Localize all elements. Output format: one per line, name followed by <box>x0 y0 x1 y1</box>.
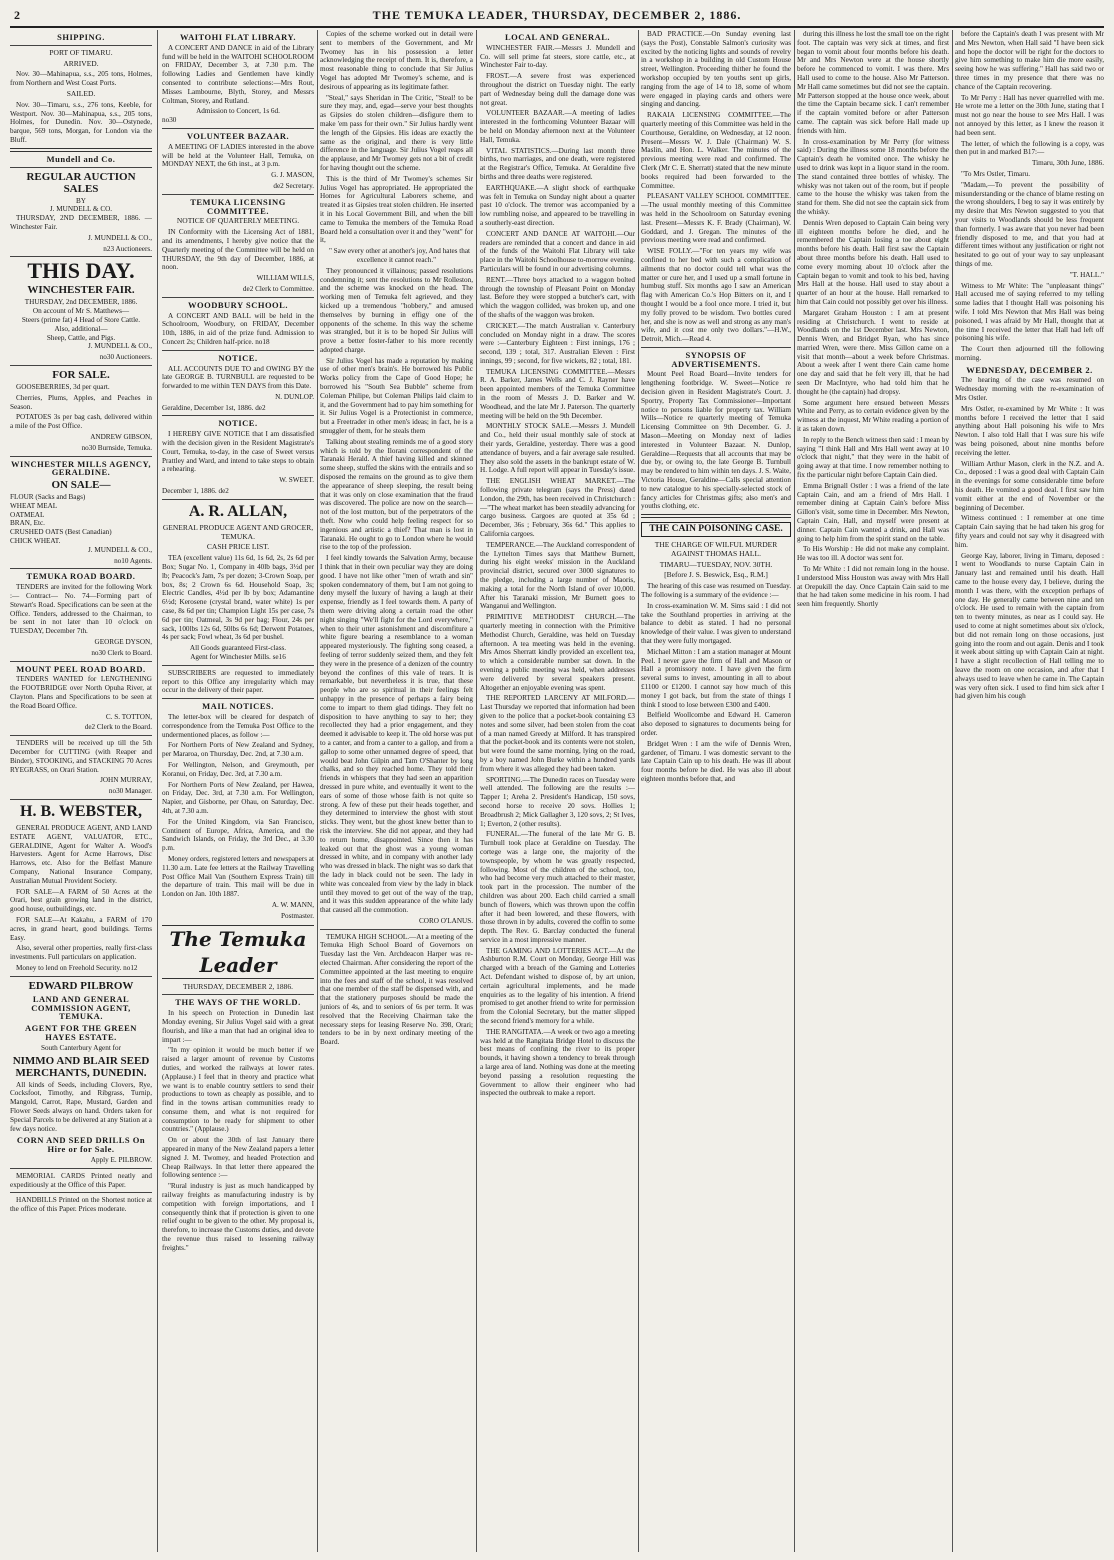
waitohi-heading: WAITOHI FLAT LIBRARY. <box>180 32 296 42</box>
regular-sales-date: THURSDAY, 2ND DECEMBER, 1886. —Winchester Fair. <box>10 214 152 231</box>
letter-body: "Madam,—To prevent the possibility of misunderstanding or the chance of blame resting on the wrong shoulders, I beg to say it was entirely by my desire that Mrs Newton suggested to you that your visits to Woodlands should be less frequent than formerly. I was aware that you never had been friendly disposed to me, and that you had at different times without any justification or right not hesitated to go out of your way to say unpleasant things of me. <box>955 180 1104 268</box>
product-item: FLOUR (Sacks and Bags) <box>10 493 86 502</box>
news-item: RENT.—Three boys attacked to a waggon bolted through the township of Pleasant Point on Monday last. Before they were stopped a butcher's cart, with which the waggon collided, was broken up, and one of the shafts of the waggon was broken. <box>480 275 635 319</box>
divider <box>162 350 314 351</box>
signature-title: de2 Secretary. <box>273 181 314 190</box>
signature: J. MUNDELL & CO., <box>87 233 152 242</box>
article-text: Margaret Graham Houston : I am at present residing at Christchurch. I went to reside at Woodlands on the 1st December last. Mrs Newton, Dennis Wren, and Bridget Ryan, who has since married Wren, were there. Miss Gillon came on a visit that month—about a week before Christmas. About a week after I went there Cain came home one day and said that he felt very ill, that he had seen Dr MacIntyre, who had told him that he thought he (the captain) had dropsy. <box>797 308 949 396</box>
article-byline: CORO O'LANUS. <box>418 916 473 925</box>
page-number: 2 <box>14 8 21 22</box>
signature: C. S. TOTTON, <box>105 712 152 721</box>
column-divider <box>794 30 795 1552</box>
article-text: William Arthur Mason, clerk in the N.Z. and A. Co., deposed : I was a good deal with Captain Cain in the evenings for some considerable time before his death. He vomited a good deal. I first saw him vomit either at the end of November or the beginning of December. <box>955 459 1104 512</box>
paper-date: THURSDAY, DECEMBER 2, 1886. <box>182 981 294 991</box>
port-heading: PORT OF TIMARU. <box>49 47 113 57</box>
news-item: FROST.—A severe frost was experienced throughout the district on Tuesday night. The early part of Wednesday being dull the damage done was not great. <box>480 72 635 107</box>
woodbury-heading: WOODBURY SCHOOL. <box>188 299 288 310</box>
pilbrow-title: LAND AND GENERAL COMMISSION AGENT, TEMUKA. <box>31 993 131 1022</box>
road-board-heading: TEMUKA ROAD BOARD. <box>26 571 136 582</box>
article-text: "In my opinion it would be much better if we raised a larger amount of revenue by Customs duties, and worked the railways at lower rates. (Applause.) I feel that in theory and practice what we want is to enable country settlers to send their productions to town as cheaply as possible, and to find in the towns artisan communities ready to consume them, and what is not required for consumption to be ready for shipment to other countries." (Applause.) <box>162 1046 314 1134</box>
signature: JOHN MURRAY, <box>100 776 152 785</box>
header-rule <box>10 26 1104 28</box>
news-item: THE REPORTED LARCENY AT MILFORD.—Last Thursday we reported that information had been given to the police that a pocket-book containing £3 notes and some silver, had been stolen from the coat of a man named Greedy at Milford. It has transpired that the pocket-book and its contents were not stolen, but were found the same morning, lying on the road, by a boy named John Burke within a hundred yards from where it was alleged they had been taken. <box>480 694 635 773</box>
ad-text: TENDERS are invited for the following Work :— Contract— No. 74—Forming part of Stewart's Road. Specifications can be seen at the Office. Tenders, addressed to the Chairman, to be sent in not later than 10 o'clock on TUESDAY, December 7th. <box>10 583 152 636</box>
divider <box>10 799 152 800</box>
article-text: In cross-examination by Mr Perry (for witness said) : During the illness some 18 months before the Captain's death he vomited once. The whisky he used to drink was kept in a liquor stand in the room. The stand contained three bottles of whisky. The whisky was not taken out of the room, but if people came to the house the whisky was taken from the stand for them. She did not see the captain sick from the whisky. <box>797 137 949 216</box>
page-header-title: THE TEMUKA LEADER, THURSDAY, DECEMBER 2, 1886. <box>372 8 742 22</box>
mail-text: For the United Kingdom, via San Francisco, Continent of Europe, Africa, America, and the Sandwich Islands, on Friday, the 3rd Dec., at 3.30 p.m. <box>162 817 314 853</box>
ad-text: GOOSEBERRIES, 3d per quart. <box>16 382 110 391</box>
article-text: I feel kindly towards the Salvation Army, because I think that in their own peculiar way they are doing good. I have not like other "men of wrath and sin" spoken condemnatory of them, but I am not going to deny myself the luxury of having a laugh at their expense, friendly as I feel towards them. A party of them were driving along a certain road the other night singing "We'll fight for the Lord everywhere," when to their utter astonishment and discomfiture a white figure bearing a resemblance to a woman appeared mysteriously. The fighting song ceased, a feeling of terror suddenly seized them, and they felt they were in the presence of a denizen of the country beyond the confines of this vale of tears. It is remarkable, but nevertheless it is true, that these people who are so spiritual in their feelings felt unhappy in the presence of perhaps a fairy being come to impart to them glad tidings. They felt no disposition to have anything to say to her; they recollected they had a prior engagement, and they deemed it advisable to keep it. The old horse was put to a canter, and from a canter to a gallop, and from a gallop to some other unnamed degree of speed, that would beat John Gilpin and Tam O'Shanter by long chalks, and so they reached home. They told their friends in whispers that they had seen an apparition dressed in pure white, and eventually it went to the ears of some of those whose faith is not quite so strong. A few of these put their heads together, and they determined to interview the ghost with stout sticks. They went, but the ghost knew better than to risk the interview. She did not appear, and they had to return home, disappointed. Since then it has leaked out that the ghost was a young woman dressed in white, and in company with another lady who was dressed in black. The night was so dark that the lady in black could not be seen. The lady in white was concealed from view by the lady in black until they moved to get out of the way of the trap, and it was this sudden appearance of the white lady that caused all the commotion. <box>320 554 473 915</box>
on-sale-heading: ON SALE— <box>51 479 111 492</box>
divider <box>162 665 314 666</box>
news-item: THE RANGITATA.—A week or two ago a meeting was held at the Rangitata Bridge Hotel to discuss the best means of confining the river to its proper bounds, it having shown a tendency to break through a large area of land. Nothing was done at the meeting beyond passing a resolution requesting the Government to allow their engineer who had inspected the outbreak to make a report. <box>480 1027 635 1098</box>
article-text: To Mr White : I did not remain long in the house. I understood Miss Houston was away with Mrs Hall at Orepukill the day. Once Captain Cain said to me that he had taken some medicine in his room. I had seen him frequently. Shortly <box>797 565 949 609</box>
regular-sales-by: BY <box>76 196 86 205</box>
divider <box>10 735 152 736</box>
article-text: Witness continued : I remember at one time Captain Cain saying that he had taken his grog for fifty years and could not say why it disagreed with him. <box>955 514 1104 549</box>
news-item: PRIMITIVE METHODIST CHURCH.—The quarterly meeting in connection with the Primitive Methodist Church, Geraldine, was held on Tuesday afternoon. A tea meeting was held in the evening. Mrs Amos Sherratt kindly provided an excellent tea, to which a considerable number sat down. In the evening a public meeting was held, when addresses were delivered by several speakers present. Altogether an enjoyable evening was spent. <box>480 613 635 692</box>
column-3 <box>320 30 473 1552</box>
licensing-heading: TEMUKA LICENSING COMMITTEE. <box>190 196 286 216</box>
column-5 <box>641 30 791 1552</box>
fair-account: On account of Mr S. Matthews— <box>32 307 130 316</box>
mail-text: For Wellington, Nelson, and Greymouth, per Koranui, on Friday, Dec. 3rd, at 7.30 a.m. <box>162 760 314 778</box>
allan-title: GENERAL PRODUCE AGENT AND GROCER, TEMUKA. <box>162 522 314 541</box>
divider <box>641 514 791 518</box>
article-text: Some argument here ensued between Messrs White and Perry, as to certain evidence given by the witness at the inquest, Mr White reading a portion of it as taken down. <box>797 398 949 434</box>
signature: A. W. MANN, <box>271 900 314 909</box>
article-text: In reply to the Bench witness then said : I mean by saying "I think Hall and Mrs Hall went away at 10 o'clock that night," that they were in the habit of going away at that time. I now remember nothing to fix the particular night before Captain Cain died. <box>797 435 949 480</box>
column-6 <box>797 30 949 1552</box>
column-2 <box>162 30 314 1552</box>
ad-text: IN Conformity with the Licensing Act of 1881, and its amendments, I hereby give notice that the Quarterly meeting of the Committee will be held on THURSDAY, the 9th day of December, 1886, at noon. <box>162 228 314 272</box>
ad-text: HANDBILLS Printed on the Shortest notice at the office of this Paper. Prices moderate. <box>10 1196 152 1214</box>
article-text: "Steal," says Sheridan in The Critic, "Steal! to be sure they may, and, egad—serve your best thoughts as Gipsies do stolen children—disfigure them to make 'em pass for their own." Sir Julius hardly went the length of the Gipsies. His ideas are exactly the same as the original, and there is very little difference in the language. Sir Julius Vogel reaps all the applause, and Mr Twomey gets not a bit of credit for having thought out the scheme. <box>320 93 473 172</box>
allan-agent: Agent for Winchester Mills. se16 <box>190 653 286 662</box>
synopsis-heading: SYNOPSIS OF ADVERTISEMENTS. <box>671 349 761 369</box>
fair-date: THURSDAY, 2nd DECEMBER, 1886. <box>24 298 138 307</box>
column-1 <box>10 30 152 1552</box>
column-7 <box>955 30 1104 1552</box>
news-item: TEMPERANCE.—The Auckland correspondent of the Lyttelton Times says that Matthew Burnett, during his eight weeks' mission in the Auckland provincial district, secured over 3000 signatures to the pledge, including a large number of Maoris, making a total for the North Island of over 10,000. After his Taranaki mission, Mr Burnett goes to Wanganui and Wellington. <box>480 540 635 611</box>
divider <box>10 365 152 366</box>
article-verse: " Saw every other at another's joy, And hates that excellence it cannot reach." <box>328 247 471 264</box>
product-item: BRAN, Etc. <box>10 519 45 528</box>
ad-text: All kinds of Seeds, including Clovers, Rye, Cocksfoot, Timothy, and Ribgrass, Turnip, Mangold, Carrot, Rape, Mustard, Garden and Flower Seeds always on hand. Orders taken for Special Parcels to be delivered at any Station at a few days notice. <box>10 1080 152 1133</box>
ad-text: SUBSCRIBERS are requested to immediately report to this Office any irregularity which may occur in the delivery of their paper. <box>162 668 314 695</box>
article-text: The letter, of which the following is a copy, was then put in and marked B17:— <box>955 139 1104 157</box>
article-text: Michael Mitton : I am a station manager at Mount Peel. I never gave the firm of Hall and Mason or Hall a promissory note. I have given the firm several sums to invest, amounting in all to about £1100 or £1200. I cannot say how much of this money I got back, but from the state of things I think I stood to lose between £300 and £400. <box>641 647 791 709</box>
signature: N. DUNLOP. <box>275 392 314 401</box>
article-text: during this illness he lost the small toe on the right foot. The captain was very sick at times, and first began to vomit about four months before his death. Mr and Mrs Newton were at the house shortly before he commenced to vomit. I was there. Mrs Hall used to come to the house. Also Mr Patterson. Mr Hall came sometimes but did not see the captain. Mr Patterson stopped at the house once week, about the time the Captain became sick. I can't remember if the captain vomited before or after Patterson came. The captain was sick before Hall made up friends with him. <box>797 30 949 135</box>
divider <box>10 45 152 46</box>
ad-text: MEMORIAL CARDS Printed neatly and expeditiously at the Office of this Paper. <box>10 1171 152 1189</box>
arrived-text: Nov. 30—Mahinapua, s.s., 205 tons, Holmes, from Northern and West Coast Ports. <box>10 70 152 88</box>
signature: W. SWEET. <box>279 476 314 485</box>
ad-text: I HEREBY GIVE NOTICE that I am dissatisfied with the decision given in the Resident Magistrate's Court, Temuka, to-day, in the case of Sweet versus Prattley and Ward, and intend to take steps to obtain a rehearing. <box>162 430 314 474</box>
ad-text: TENDERS WANTED for LENGTHENING the FOOTBRIDGE over North Opuha River, at Clayton. Plans and Specifications to be seen at the Road Board Office. <box>10 675 152 710</box>
article-text: before the Captain's death I was present with Mr and Mrs Newton, when Hall said "I have been sick and hope the doctor will be right for the doctors to give him something to make him die more easily, seeing how he was suffering." Hall has said two or three times in my presence that there was no chance of the Captain recovering. <box>955 30 1104 91</box>
signature-title: Postmaster. <box>281 911 314 920</box>
signature: J. MUNDELL & CO., <box>87 342 152 351</box>
divider <box>641 347 791 348</box>
signature-title: de2 Clerk to Committee. <box>242 284 314 293</box>
ad-text: Cherries, Plums, Apples, and Peaches in Season. <box>10 393 152 411</box>
fair-stock: Sheep, Cattle, and Pigs. <box>46 333 116 342</box>
fair-also: Also, additional— <box>54 324 108 333</box>
product-item: CHICK WHEAT. <box>10 537 61 546</box>
ad-text: FOR SALE—At Kakahu, a FARM of 170 acres, in grand heart, good buildings. Terms Easy. <box>10 915 152 942</box>
news-item: EARTHQUAKE.—A slight shock of earthquake was felt in Temuka on Sunday night about a quarter past 10 o'clock. The tremor was accompanied by a low rumbling noise, and appeared to be travelling in a southerly-east direction. <box>480 183 635 227</box>
notice-date: Geraldine, December 1st, 1886. de2 <box>162 403 266 412</box>
ad-text: ALL ACCOUNTS DUE TO and OWING BY the late GEORGE B. TURNBULL are requested to be forwarded to me within TEN DAYS from this Date. <box>162 364 314 391</box>
regular-sales-firm: J. MUNDELL & CO. <box>49 205 113 214</box>
mail-text: For Northern Ports of New Zealand, per Hawea, on Friday, Dec. 3rd, at 7.30 a.m. For Wellington, Napier, and Gisborne, per Ohau, on Saturday, Dec. 4th, at 7.30 a.m. <box>162 780 314 815</box>
cain-case-bench: [Before J. S. Beswick, Esq., R.M.] <box>664 570 768 580</box>
divider <box>10 256 152 257</box>
ad-text: GENERAL PRODUCE AGENT, AND LAND ESTATE AGENT, VALUATOR, ETC., GERALDINE, Agent for Walter A. Wood's Harvesters. Agent for Acme Harrows, Disc Harrows, etc. Also for the Belfast Manure Company, National Insurance Company, Australian Mutual Provident Society. <box>10 824 152 885</box>
notice-heading: NOTICE. <box>218 352 258 363</box>
article-text: Emma Brignall Ostler : I was a friend of the late Captain Cain, and am a friend of Mrs Hall. I remember dining at Captain Cain's before Miss Gillon's visit, some time in December. Mrs Newton, Captain Cain, Hall, and myself were present at dinner. Captain Cain wanted a drink, and Hall was going to help him from the spirit stand on the table. <box>797 481 949 543</box>
divider <box>10 167 152 168</box>
ad-text: FOR SALE—A FARM of 50 Acres at the Orari, best grain growing land in the district, good house, outbuildings, etc. <box>10 887 152 914</box>
news-item: VOLUNTEER BAZAAR.—A meeting of ladies interested in the forthcoming Volunteer Bazaar will be held on Monday afternoon next at the Volunteer Hall, Temuka. <box>480 109 635 144</box>
signature: WILLIAM WILLS, <box>256 274 314 283</box>
winchester-fair-heading: WINCHESTER FAIR. <box>27 284 135 297</box>
divider <box>162 499 314 500</box>
divider <box>10 1192 152 1193</box>
pilbrow-canterbury: South Canterbury Agent for <box>40 1043 122 1052</box>
webster-heading: H. B. WEBSTER, <box>20 803 142 820</box>
mundell-heading: Mundell and Co. <box>46 153 116 164</box>
news-item: TEMUKA LICENSING COMMITTEE.—Messrs R. A. Barker, James Wells and C. J. Rayner have been appointed members of the Temuka Committee in the room of Messrs J. D. Barker and W. Woodhead, and the late Mr J. Paterson. The quarterly meeting will be held on the 9th December. <box>480 367 635 420</box>
letter-date: Timaru, 30th June, 1886. <box>1031 159 1104 168</box>
price-list-text: TEA (excellent value) 11s 6d, 1s 6d, 2s, 2s 6d per Box; Sugar No. 1, Company in 40lb bags, 3½d per lb; Peacock's Jam, 7s per dozen; 3-Crown Soap, per box, 8s; 2 Crown 6s 6d. Household Soap, 3s; Electric Candles, 4½d per lb by box; Adamantine 6½d; Kerosene (crystal brand, water white) 1s per case, 8s 6d per tin; Champion Light 15s per case, 7s 6d per tin; Oatmeal, 3s 9d per bag; Flour, 24s per sack, 100lbs 12s 6d, 50lbs 6s 6d; Derwent Potatoes, 4s per sack; Fowl wheat, 3s 6d per bushel. <box>162 554 314 642</box>
article-text: In his speech on Protection in Dunedin last Monday evening, Sir Julius Vogel said with a great flourish, and like a man that had an original idea to impart :— <box>162 1009 314 1044</box>
sailed-label: SAILED. <box>66 88 96 98</box>
signature-title: no30 Manager. <box>108 787 152 796</box>
article-text: Belfield Woollcombe and Edward H. Cameron also deposed to signatures to documents being for order. <box>641 711 791 737</box>
ad-code: no30 <box>162 116 177 125</box>
signature: Apply E. PILBROW. <box>90 1155 152 1164</box>
fair-steers: Steers (prime fat) 4 Head of Store Cattle. <box>21 315 141 324</box>
nimmo-heading: NIMMO AND BLAIR SEED MERCHANTS, DUNEDIN. <box>12 1054 150 1079</box>
product-item: CRUSHED OATS (Best Canadian) <box>10 528 112 537</box>
cain-case-heading: THE CAIN POISONING CASE. <box>641 522 791 537</box>
allan-guarantee: All Goods guaranteed First-class. <box>189 644 287 653</box>
column-divider <box>157 30 158 1552</box>
divider <box>10 976 152 977</box>
divider <box>10 456 152 457</box>
cain-case-subheading: THE CHARGE OF WILFUL MURDER AGAINST THOMAS HALL. <box>654 540 778 558</box>
this-day-heading: THIS DAY. <box>27 258 135 284</box>
sailed-text: Nov. 30—Timaru, s.s., 276 tons, Keeble, for Westport. Nov. 30—Mahinapua, s.s., 205 tons, Holmes, for Dunedin. Nov. 30—Ostynede, barque, 569 tons, Morgan, for London via the Bluff. <box>10 100 152 144</box>
ad-text: A CONCERT AND DANCE in aid of the Library fund will be held in the WAITOHI SCHOOLROOM on FRIDAY, December 3, at 7.30 p.m. The following Ladies and Gentlemen have kindly consented to contribute selections:—Mrs Rout, Misses Lambourne, Blyth, Storey, and Messrs Coltman, Storey, and Rutland. <box>162 43 314 105</box>
allan-price-heading: CASH PRICE LIST. <box>206 542 270 552</box>
mail-notices-heading: MAIL NOTICES. <box>202 701 274 712</box>
pilbrow-heading: EDWARD PILBROW <box>28 979 134 992</box>
article-text: They pronounced it villainous; passed resolutions condemning it; sent the resolutions to Mr Rolleston, and the scheme was knocked on the head. The working men of Temuka felt agrieved, and they kicked up a tremendous "hobbery," and amused themselves by burning in effigy one of the opponents of the scheme. In this way the scheme was strangled, but it is to be hoped Sir Julius will prove a better foster-father to his more recently adopted charge. <box>320 266 473 354</box>
article-text: In cross-examination W. M. Sims said : I did not take the Southland properties in arriving at the balance to debit as stated. I had no personal knowledge of their value. I was given to understand that they were fully mortgaged. <box>641 601 791 645</box>
shipping-heading: SHIPPING. <box>57 32 105 42</box>
mail-text: The letter-box will be cleared for despatch of correspondence from the Temuka Post Office to the undermentioned places, as follow :— <box>162 713 314 739</box>
news-item: RAKAIA LICENSING COMMITTEE.—The quarterly meeting of this Committee was held in the Courthouse, Geraldine, on Wednesday, at 12 noon. Present—Messrs W. J. Dale (Chairman) W. S. Maslin, and Hon. L. Walker. The minutes of the previous meeting were read and confirmed. The Clerk (Mr C. E. Sherratt) stated that the new minute books required had been forwarded to the Committee. <box>641 111 791 190</box>
signature-title: no30 Burnside, Temuka. <box>81 443 152 452</box>
licensing-subheading: NOTICE OF QUARTERLY MEETING. <box>176 216 300 226</box>
news-item: THE ENGLISH WHEAT MARKET.—The following private telegram (says the Press) dated London, the 29th, has been received in Christchurch :—"The wheat market has been steadily advancing for cargo business. Cargoes are quoted at 35s 6d ; December, 36s ; February, 36s 6d." This applies to California cargoes. <box>480 477 635 539</box>
article-text: Dennis Wren deposed to Captain Cain being very ill eighteen months before he died, and he remembered the Captain losing a toe about eight months before his death. Hall first saw the Captain about three months before his death. Hall used to come every morning about 10 o'clock after the Captain began to vomit and took to his bed, having Mrs Hall at the house. Hall used to stay about a quarter of an hour at the house. Hall remarked to him that Cain could not possibly get over his illness. <box>797 218 949 306</box>
news-item: CONCERT AND DANCE AT WAITOHI.—Our readers are reminded that a concert and dance in aid of the funds of the Waitohi Flat Library will take place in the Waitohi Schoolhouse to-morrow evening. Particulars will be found in our advertising columns. <box>480 229 635 273</box>
signature: J. MUNDELL & CO., <box>87 545 152 554</box>
article-text: "Rural industry is just as much handicapped by railway freights as manufacturing industry is by competition with foreign importations, and I consequently think that if protection is given to one relief ought to be given to the other. My proposal is, therefore, to increase the Customs duties, and devote the revenue thus raised to lessening railway freights." <box>162 1182 314 1252</box>
winchester-agency-heading: WINCHESTER MILLS AGENCY, GERALDINE. <box>11 458 151 478</box>
ad-text: A CONCERT AND BALL will be held in the Schoolroom, Woodbury, on FRIDAY, December 10th, 1886, in aid of the prize fund. Admission to Concert 2s; Children half-price. no18 <box>162 311 314 346</box>
ad-text: Also, several other properties, really first-class investments. Full particulars on application. <box>10 944 152 962</box>
cain-case-date: TIMARU—TUESDAY, NOV. 30TH. <box>659 559 773 569</box>
mail-text: Money orders, registered letters and newspapers at 11.30 a.m. Late fee letters at the Railway Travelling Post Office Mail Van (Southern Express Train) till the departure of train. This mail will be due in London on Jan. 10th 1887. <box>162 854 314 899</box>
article-text: The Court then adjourned till the following morning. <box>955 345 1104 362</box>
synopsis-text: Mount Peel Road Board—Invite tenders for lengthening footbridge. W. Sweet—Notice re decision given in Resident Magistrate's Court. J. Sportry, Property Tax Commissioner—Important notice to persons liable for property tax. William Wills—Notice re quarterly meeting of Temuka Licensing Committee on 9th December. G. J. Mason—Meeting on Monday next of ladies interested in Volunteer Bazaar. N. Dunlop, Geraldine—Requests that all accounts that may be due by, or owing to, the late George B. Turnbull may be rendered to him within ten days. J. S. Waite, Victoria House, Geraldine—Calls special attention to new catalogue to his specially-selected stock of fancy articles for Christmas gifts; also men's and youths clothing, etc. <box>641 370 791 511</box>
news-item: WISE FOLLY.—"For ten years my wife was confined to her bed with such a complication of ailments that no doctor could tell what was the matter or cure her, and I used up a small fortune in humbug stuff. Six months ago I saw an American flag with American Co.'s Hop Bitters on it, and I thought I would be a fool once more. I tried it, but my folly proved to be wisdom. Two bottles cured her, and she is now as well and strong as any man's wife, and it cost me only two dollars."—H.W., Detroit, Mich.—Read 4. <box>641 247 791 344</box>
article-text: Witness to Mr White: The "unpleasant things" Hall accused me of saying referred to my telling some ladies that I thought Hall was poisoning his wife. I told Mrs Newton that Mrs Hall was being poisoned, I was afraid by Mr Hall, thought that at the time I received the letter that Hall had left off poisoning his wife. <box>955 281 1104 343</box>
column-divider <box>952 30 953 1552</box>
divider <box>162 415 314 416</box>
column-divider <box>317 30 318 1552</box>
news-item: VITAL STATISTICS.—During last month three births, two marriages, and one death, were registered at the Registrar's Office, Temuka. At Geraldine five births and three deaths were registered. <box>480 146 635 181</box>
article-text: George Kay, laborer, living in Timaru, deposed : I went to Woodlands to nurse Captain Cain in January last and remained until his death. Hall came to the house every day, I believe, during the month I was there, with the exception perhaps of one day. He generally came between nine and ten o'clock. He used to remain with the captain from ten to twenty minutes, as near as I could say. He used to come at night sometimes about six o'clock, but did not remain long on those occasions, just going into the room and out again. Denis and I took it week about sitting up with Captain Cain at night. I have a slight recollection of Hall telling me to leave the room on one occasion, and after that I always used to leave when he came in. The Captain was very often sick. I used to find him sick after I had given him his cough <box>955 551 1104 701</box>
article-text: To Mr Perry : Hall has never quarrelled with me. He wrote me a letter on the 30th June, stating that I must not go near the house to see Mrs Hall. I was not annoyed by this letter, as I knew the reason it had been sent. <box>955 93 1104 137</box>
wednesday-heading: WEDNESDAY, DECEMBER 2. <box>966 364 1093 375</box>
mount-peel-heading: MOUNT PEEL ROAD BOARD. <box>16 663 146 674</box>
article-text: The hearing of the case was resumed on Wednesday morning with the re-examination of Mrs Ostler. <box>955 376 1104 403</box>
divider <box>162 128 314 129</box>
ad-text: Money to lend on Freehold Security. no12 <box>16 963 138 972</box>
news-item: BAD PRACTICE.—On Sunday evening last (says the Post), Constable Salmon's curiosity was excited by the noticing lights and sounds of revelry in a workshop in a building in old Custom House street, Wellington. Proceeding thither he found the workshop occupied by ten youths sent up girls, ranging from the age of 14 to 18, some of whom were engaged in playing cards and others were singing and dancing. <box>641 30 791 109</box>
article-text: Bridget Wren : I am the wife of Dennis Wren, gardener, of Timaru. I was domestic servant to the late Captain Cain up to his death. He was ill about four months before he died. He was also ill about eighteen months before that, and <box>641 739 791 783</box>
divider <box>10 1168 152 1169</box>
article-text: The hearing of this case was resumed on Tuesday. The following is a summary of the evidence :— <box>641 582 791 600</box>
signature-title: no10 Agents. <box>114 556 152 565</box>
news-item: CRICKET.—The match Australian v. Canterbury concluded on Monday night in a draw. The scores were :—Canterbury Eighteen : First innings, 176 ; second, 139 ; total, 317. Australian Eleven : First innings, 99 ; second, for five wickets, 82 ; total, 181. <box>480 321 635 365</box>
arrived-label: ARRIVED. <box>63 58 99 68</box>
volunteer-bazaar-heading: VOLUNTEER BAZAAR. <box>186 130 290 141</box>
paper-nameplate: The Temuka Leader <box>162 925 314 979</box>
corn-seed-heading: CORN AND SEED DRILLS On Hire or for Sale. <box>16 1135 146 1155</box>
pilbrow-hayes: AGENT FOR THE GREEN HAYES ESTATE. <box>25 1023 137 1042</box>
ad-text: A MEETING OF LADIES interested in the above will be held at the Volunteer Hall, Temuka, on MONDAY NEXT, the 6th inst., at 3 p.m. <box>162 142 314 169</box>
product-item: OATMEAL <box>10 510 45 519</box>
article-text: TEMUKA HIGH SCHOOL.—At a meeting of the Temuka High School Board of Governors on Tuesday last the Ven. Archdeacon Harper was re-elected Chairman. After considering the report of the Committee appointed at the last meeting to enquire into the fees and staff of the school, it was resolved that one member of the staff be dispensed with, and that the stationery purposes should be made the juniors of 4s, and to seniors of 6s per term. It was resolved that the Receiving Chairman take the necessary steps for leasing Reserve No. 398, Orari; tenders to be in by next ordinary meeting of the Board. <box>320 932 473 1047</box>
news-item: SPORTING.—The Dunedin races on Tuesday were well attended. The following are the results :—Tapper 1; Areha 2. President's Handicap, 150 sovs, second horse to receive 20 sovs. Hollies 1; Broadbrush 2; Mick Gallagher 3, 120 sovs, 2; St Ives, 1; Everton, 2 (other results). <box>480 775 635 828</box>
ad-text: POTATOES 3s per bag cash, delivered within a mile of the Post Office. <box>10 413 152 431</box>
news-item: FUNERAL.—The funeral of the late Mr G. B. Turnbull took place at Geraldine on Tuesday. The cortege was a large one, the majority of the townspeople, by whom he was greatly respected, following. Most of the children of the school, too, who had become very much attached to their master, took part in the procession. The number of the children was about 200. Each child carried a small bunch of flowers, which was thrown upon the coffin after it had been lowered, and these flowers, with those thrown in by adults, covered the coffin to some depth. The Rev. G. Barclay conducted the funeral service in a most impressive manner. <box>480 830 635 944</box>
article-text: To His Worship : He did not make any complaint. He was too ill. A doctor was sent for. <box>797 545 949 563</box>
article-text: Mrs Ostler, re-examined by Mr White : It was months before I received the letter that I said anything about Hall poisoning his wife to Mrs Newton. I also told Hall that I was sure his wife was being poisoned, about nine months before receiving the letter. <box>955 404 1104 457</box>
regular-sales-heading: REGULAR AUCTION SALES <box>26 170 136 195</box>
divider <box>162 698 314 699</box>
column-divider <box>476 30 477 1552</box>
column-4 <box>480 30 635 1552</box>
column-divider <box>638 30 639 1552</box>
divider <box>162 297 314 298</box>
divider <box>10 661 152 662</box>
divider <box>162 994 314 995</box>
signature-title: de2 Clerk to the Board. <box>84 723 152 732</box>
ad-text: TENDERS will be received up till the 5th December for CUTTING (with Reaper and Binder), STOOKING, and STACKING 70 Acres RYEGRASS, on Orari Station. <box>10 739 152 774</box>
letter-addressee: "To Mrs Ostler, Timaru. <box>961 169 1031 178</box>
ways-of-world-heading: THE WAYS OF THE WORLD. <box>175 997 301 1008</box>
divider <box>10 568 152 569</box>
article-text: Sir Julius Vogel has made a reputation by making use of other men's brain's. He borrowed his Public Works policy from the Cape of Good Hope; he borrowed his "South Sea Bubble" scheme from Coleman Philipe, but Coleman Philips laid claim to it, and the Government had to pay him something for it. Sir Julius Vogel is a Protectionist in commerce, but a Freetrader in other men's ideas; in fact, he is a smuggler of them, for he steals them <box>320 356 473 436</box>
admission-text: Admission to Concert, 1s 6d. <box>196 107 280 116</box>
signature-title: no30 Clerk to Board. <box>91 648 152 657</box>
product-item: WHEAT MEAL <box>10 501 58 510</box>
allan-heading: A. R. ALLAN, <box>188 502 288 520</box>
article-text: On or about the 30th of last January there appeared in many of the New Zealand papers a letter signed J. M. Twomey, and headed Protection and Cheap Railways. In that letter there appeared the following sentence :— <box>162 1136 314 1180</box>
news-item: PLEASANT VALLEY SCHOOL COMMITTEE.—The usual monthly meeting of this Committee was held in the Schoolroom on Saturday evening last. Present—Messrs K. F. Brady (Chairman), W. Goddard, and J. Gregan. The minutes of the previous meeting were read and confirmed. <box>641 192 791 245</box>
for-sale-heading: FOR SALE. <box>52 368 110 381</box>
letter-signature: "T. HALL." <box>1069 270 1104 279</box>
article-text: This is the third of Mr Twomey's schemes Sir Julius Vogel has appropriated. He appropriated the Homes for Agricultural Laborers scheme, and treated it as Gipsies treat stolen children. He inserted it in his Local Government Bill, and when the bill came to Temuka the members of the Temuka Road Board held a consultation over it and they "went" for it, <box>320 174 473 245</box>
mail-text: For Northern Ports of New Zealand and Sydney, per Mararoa, on Thursday, Dec. 2nd, at 7.30 a.m. <box>162 741 314 759</box>
page-header <box>0 8 1114 26</box>
signature-title: no30 Auctioneers. <box>99 353 152 362</box>
news-item: MONTHLY STOCK SALE.—Messrs J. Mundell and Co., held their usual monthly sale of stock at their yards, Geraldine, yesterday. There was a good attendance of buyers, and a fair average sale resulted. They also sold the assets in the bankrupt estate of W. H. Lodge. A full report will appear in Tuesday's issue. <box>480 422 635 475</box>
signature: G. J. MASON, <box>271 171 314 180</box>
article-text: Talking about stealing reminds me of a good story which is told by the Ilorani correspondent of the Taranaki Herald. A thief having killed and skinned some sheep, stuffed the skins with the entrails and so disposed the remains on the ground as to give them the appearance of sheep sleeping, the result being that it was only on close examination that the fraud was discovered. The police are now on the search—not of the lost mutton, but of the perpetrators of the theft. Now who could help feeling respect for so ingenious and artistic a thief? That man is lost in Taranaki. He ought to go to London where he would rise to the top of the profession. <box>320 437 473 552</box>
local-general-heading: LOCAL AND GENERAL. <box>504 32 611 42</box>
notice-date: December 1, 1886. de2 <box>162 487 229 496</box>
divider <box>10 148 152 152</box>
article-text: Copies of the scheme worked out in detail were sent to members of the Government, and Mr Twomey has in his possession a letter acknowledging the receipt of them. It is, therefore, a most reasonable thing to conclude that Sir Julius Vogel has adopted Mr Twomey's scheme, and is desirous of appearing as its legitimate father. <box>320 30 473 91</box>
divider <box>162 194 314 195</box>
signature: GEORGE DYSON, <box>94 638 152 647</box>
news-item: WINCHESTER FAIR.—Messrs J. Mundell and Co. will sell prime fat steers, store cattle, etc., at Winchester Fair to-day. <box>480 43 635 70</box>
news-item: THE GAMING AND LOTTERIES ACT.—At the Ashburton R.M. Court on Monday, George Hill was charged with a breach of the Gaming and Lotteries Act. Defendant wished to dispose of, by art union, certain agricultural implements, and he made enquiries as to the legality of his intention. A friend promised to get another friend to write for permission from the Colonial Secretary, but the matter slipped the second friend's memory for a while. <box>480 946 635 1026</box>
notice-heading: NOTICE. <box>218 418 258 429</box>
signature-title: n23 Auctioneers. <box>103 244 152 253</box>
signature: ANDREW GIBSON, <box>90 432 152 441</box>
divider <box>320 929 473 930</box>
